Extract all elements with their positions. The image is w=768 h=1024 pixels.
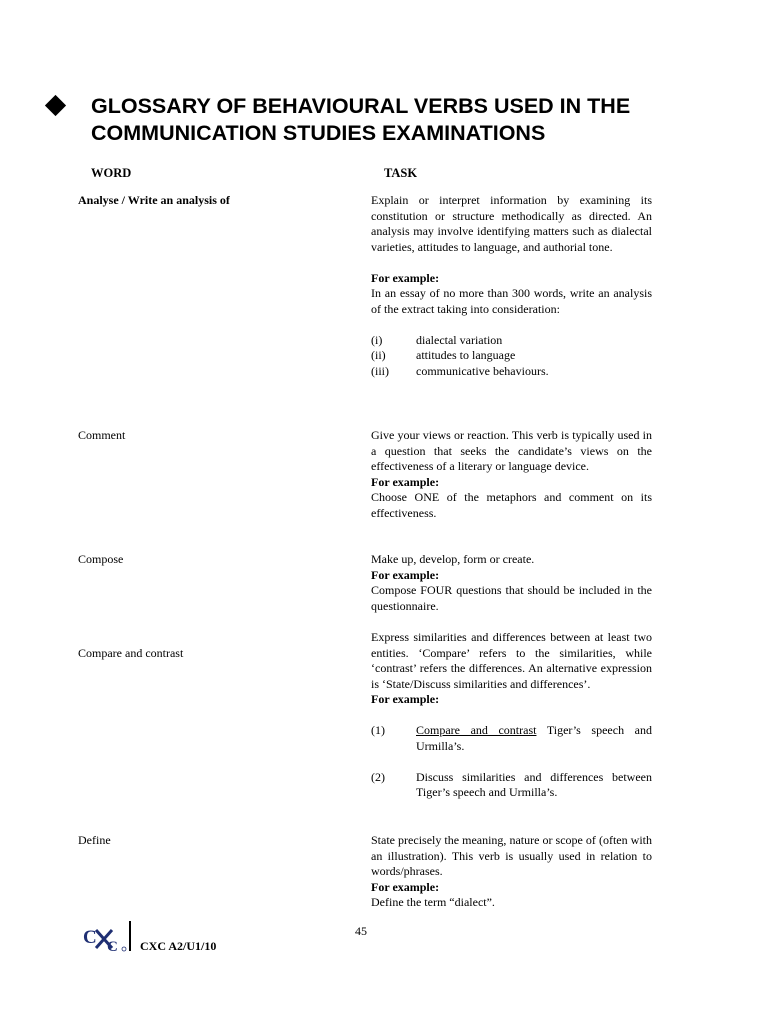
list-item [371,364,652,380]
entry-task-compose [371,552,652,614]
example-label: For example: [371,270,440,285]
example-label: For example: [371,567,440,582]
list-item-text: dialectal variation [416,332,503,347]
definition-text: Express similarities and differences between at least two entities. ‘Compare’ refers to the similarities, while ‘contrast’ refers the differences. An alternative expression is ‘State/Discuss similarities and differences’. [371,630,652,691]
list-item-text: communicative behaviours. [416,363,549,378]
example-label: For example: [371,692,440,706]
list-item [371,770,652,801]
definition-text: Make up, develop, form or create. [371,552,535,566]
entry-word-define: Define [78,833,111,847]
column-header-task: TASK [384,166,418,180]
entry-task-analyse [371,193,652,379]
example-text: In an essay of no more than 300 words, write an analysis of the extract taking into consideration: [371,286,652,316]
entry-word-comment: Comment [78,428,126,442]
list-item-number: (2) [371,769,385,784]
entry-task-define [371,833,652,911]
entry-word-compare-and-contrast: Compare and contrast [78,646,184,660]
list-item-rest: Tiger’s speech and Urmilla’s. [416,723,652,753]
definition-text: Give your views or reaction. This verb is typically used in a question that seeks the candidate’s views on the effectiveness of a literary or language device. [371,428,652,473]
page-title [91,93,711,147]
cxc-logo-icon [82,924,128,954]
footer-divider [129,921,131,951]
entry-word-analyse: Analyse / Write an analysis of [78,193,230,207]
list-item-number: (iii) [371,363,389,378]
example-text: Define the term “dialect”. [371,895,495,909]
svg-text:C: C [83,927,97,948]
definition-text: Explain or interpret information by examining its constitution or structure methodically as directed. An analysis may involve identifying matters such as dialectal varieties, attitudes to language, and authorial tone. [371,193,652,254]
list-item [371,333,652,349]
list-item-text: Discuss similarities and differences between Tiger’s speech and Urmilla’s. [416,769,652,799]
list-item-number: (1) [371,723,385,737]
underlined-phrase: Compare and contrast [416,723,537,737]
entry-task-comment [371,428,652,521]
entry-task-compare-and-contrast [371,630,652,801]
list-item [371,723,652,754]
column-header-word: WORD [91,166,132,180]
list-item-text: attitudes to language [416,348,516,362]
bullet-diamond-icon [45,95,66,116]
list-item-number: (i) [371,332,383,347]
list-item-number: (ii) [371,348,386,362]
example-text: Choose ONE of the metaphors and comment on its effectiveness. [371,490,652,520]
list-item [371,348,652,364]
entry-word-compose: Compose [78,552,124,566]
document-code: CXC A2/U1/10 [140,939,217,953]
list-item-text [416,723,652,754]
svg-text:C: C [107,939,118,954]
page-title-line-2: COMMUNICATION STUDIES EXAMINATIONS [91,121,546,145]
example-text: Compose FOUR questions that should be included in the questionnaire. [371,583,652,613]
example-label: For example: [371,474,440,489]
definition-text: State precisely the meaning, nature or scope of (often with an illustration). This verb is usually used in relation to words/phrases. [371,833,652,878]
page-title-line-1: GLOSSARY OF BEHAVIOURAL VERBS USED IN THE [91,94,631,118]
page-number: 45 [355,924,367,938]
example-label: For example: [371,879,440,894]
